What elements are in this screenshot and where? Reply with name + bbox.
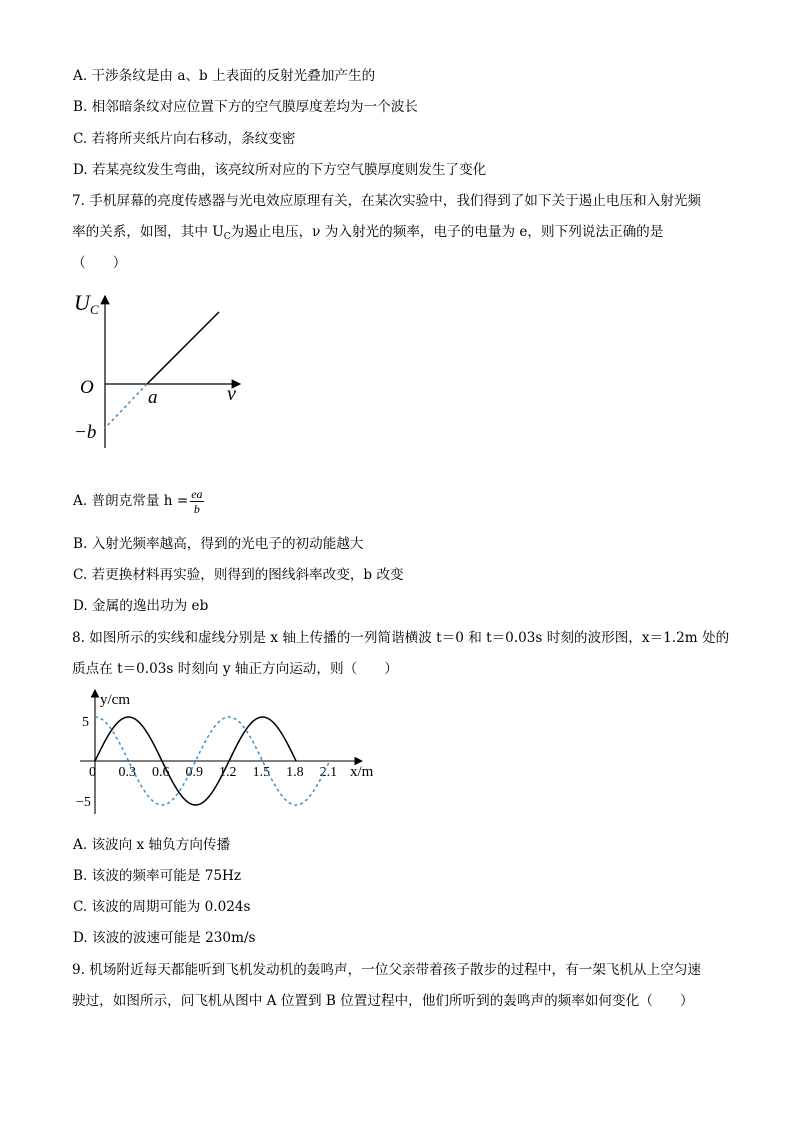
x-intercept-label: a xyxy=(148,387,158,408)
q8-option-b: B. 该波的频率可能是 75Hz xyxy=(73,868,242,884)
x-tick-label: 0.6 xyxy=(152,765,170,780)
x-tick-label: 1.8 xyxy=(286,765,304,780)
wave-y-axis-label: y/cm xyxy=(100,692,130,708)
solid-line xyxy=(147,312,219,384)
wave-x-axis-label: x/m xyxy=(350,764,374,780)
origin-label: O xyxy=(80,377,94,398)
fraction-denominator: b xyxy=(193,502,200,516)
q6-option-b: B. 相邻暗条纹对应位置下方的空气膜厚度差均为一个波长 xyxy=(73,99,418,115)
q7-stem-line2 xyxy=(72,223,663,246)
planck-fraction xyxy=(190,487,203,516)
q7-option-a xyxy=(73,487,204,516)
q9-stem-line2: 驶过，如图所示，问飞机从图中 A 位置到 B 位置过程中，他们所听到的轰鸣声的频率如何变化（ ） xyxy=(72,993,694,1009)
y-tick-neg5: −5 xyxy=(76,795,91,810)
q8-stem-line1: 8. 如图所示的实线和虚线分别是 x 轴上传播的一列简谐横波 t＝0 和 t＝0.03s 时刻的波形图，x＝1.2m 处的 xyxy=(72,630,730,646)
q7-option-c: C. 若更换材料再实验，则得到的图线斜率改变，b 改变 xyxy=(73,567,404,583)
x-tick-label: 2.1 xyxy=(319,765,338,780)
q8-wave-chart xyxy=(70,684,390,824)
q8-option-d: D. 该波的波速可能是 230m/s xyxy=(73,930,256,946)
q7-option-d: D. 金属的逸出功为 eb xyxy=(73,598,209,614)
q7-option-b: B. 入射光频率越高，得到的光电子的初动能越大 xyxy=(73,536,364,552)
dashed-extension xyxy=(105,384,147,428)
q7-stem-part2: 为遏止电压，ν 为入射光的频率，电子的电量为 e，则下列说法正确的是 xyxy=(230,224,664,240)
q8-stem-line2: 质点在 t＝0.03s 时刻向 y 轴正方向运动，则（ ） xyxy=(72,661,398,677)
x-tick-label: 0.9 xyxy=(185,765,203,780)
y-intercept-label: −b xyxy=(74,422,97,443)
q6-option-c: C. 若将所夹纸片向右移动，条纹变密 xyxy=(73,131,296,147)
q8-option-a: A. 该波向 x 轴负方向传播 xyxy=(73,837,231,853)
q6-option-a: A. 干涉条纹是由 a、b 上表面的反射光叠加产生的 xyxy=(73,68,376,84)
y-axis-subscript: C xyxy=(90,302,99,317)
fraction-numerator: ea xyxy=(191,487,203,501)
x-tick-label: 1.2 xyxy=(219,765,237,780)
x-axis-label: ν xyxy=(227,383,236,405)
q7-stem-line1: 7. 手机屏幕的亮度传感器与光电效应原理有关，在某次实验中，我们得到了如下关于遏止电压和入射光频 xyxy=(72,193,702,209)
q8-option-c: C. 该波的周期可能为 0.024s xyxy=(73,899,251,915)
q7-option-a-text: A. 普朗克常量 h = xyxy=(73,493,189,509)
q7-stem-sub: C xyxy=(223,232,231,242)
x-tick-label: 0 xyxy=(89,765,96,780)
x-tick-label: 1.5 xyxy=(252,765,271,780)
y-tick-5: 5 xyxy=(82,715,89,730)
q6-option-d: D. 若某亮纹发生弯曲，该亮纹所对应的下方空气膜厚度则发生了变化 xyxy=(73,162,487,178)
q7-answer-blank: （ ） xyxy=(72,255,127,271)
q7-stem-part1: 率的关系，如图，其中 U xyxy=(72,224,224,240)
q9-stem-line1: 9. 机场附近每天都能听到飞机发动机的轰鸣声，一位父亲带着孩子散步的过程中，有一架飞机从上空匀速 xyxy=(72,962,702,978)
x-ticks xyxy=(89,765,337,780)
x-tick-label: 0.3 xyxy=(118,765,136,780)
q7-graph xyxy=(60,278,260,458)
y-axis-label: U xyxy=(74,290,90,315)
